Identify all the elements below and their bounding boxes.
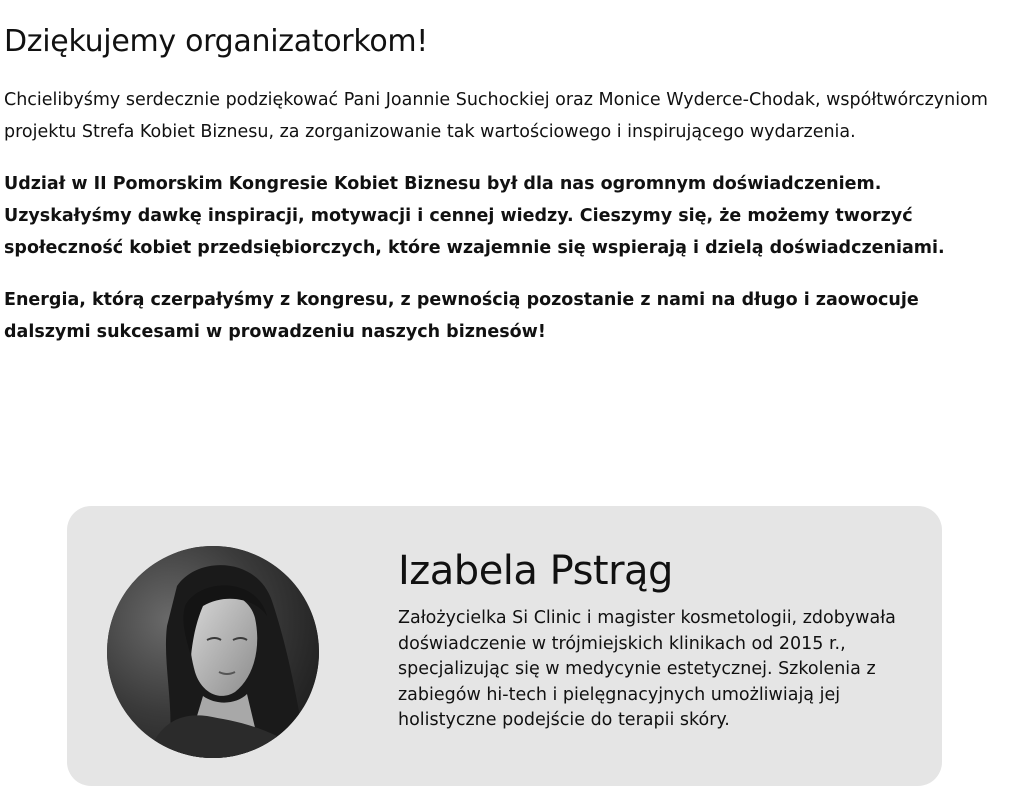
article <box>4 22 1004 368</box>
article-paragraph-experience: Udział w II Pomorskim Kongresie Kobiet Biznesu był dla nas ogromnym doświadczeniem. Uzyskałyśmy dawkę inspiracji, motywacji i cennej wiedzy. Cieszymy się, że możemy tworzyć społeczność kobiet przedsiębiorczych, które wzajemnie się wspierają i dzielą doświadczeniami. <box>4 174 945 258</box>
profile-photo <box>107 546 319 758</box>
article-paragraph-intro: Chcielibyśmy serdecznie podziękować Pani Joannie Suchockiej oraz Monice Wyderce-Chodak, współtwórczyniom projektu Strefa Kobiet Biznesu, za zorganizowanie tak wartościowego i inspirującego wydarzenia. <box>4 90 988 142</box>
profile-name: Izabela Pstrąg <box>398 548 673 594</box>
profile-bio <box>398 546 918 734</box>
profile-card <box>67 506 942 786</box>
portrait-illustration <box>107 546 319 758</box>
profile-description: Założycielka Si Clinic i magister kosmetologii, zdobywała doświadczenie w trójmiejskich klinikach od 2015 r., specjalizując się w medycynie estetycznej. Szkolenia z zabiegów hi-tech i pielęgnacyjnych umożliwiają jej holistyczne podejście do terapii skóry. <box>398 608 896 730</box>
article-heading: Dziękujemy organizatorkom! <box>4 24 429 59</box>
article-paragraph-energy: Energia, którą czerpałyśmy z kongresu, z pewnością pozostanie z nami na długo i zaowocuje dalszymi sukcesami w prowadzeniu naszych biznesów! <box>4 290 919 342</box>
